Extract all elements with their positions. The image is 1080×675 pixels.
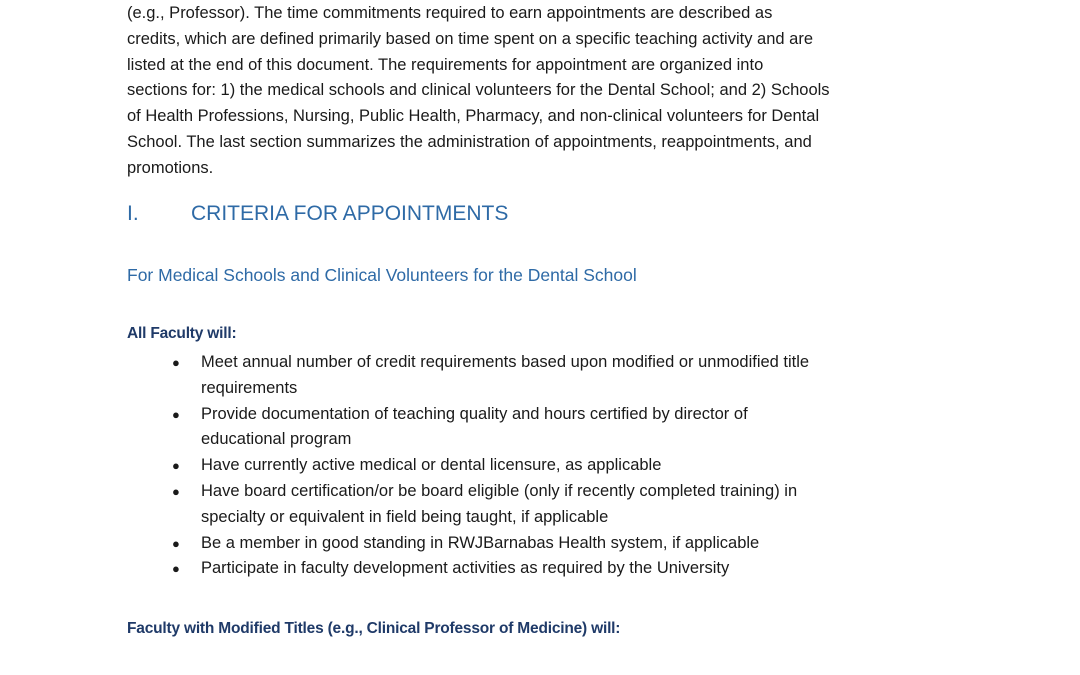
- intro-line: credits, which are defined primarily based on time spent on a specific teaching activity and are: [127, 29, 814, 48]
- list-item: [170, 402, 950, 454]
- section-number: I.: [127, 202, 139, 225]
- modified-titles-label: Faculty with Modified Titles (e.g., Clinical Professor of Medicine) will:: [127, 620, 621, 637]
- list-item-text: Meet annual number of credit requirements based upon modified or unmodified title: [201, 353, 810, 371]
- intro-line: (e.g., Professor). The time commitments required to earn appointments are described as: [127, 4, 773, 22]
- intro-line: of Health Professions, Nursing, Public Health, Pharmacy, and non-clinical volunteers for Dental: [127, 107, 820, 126]
- bullet-icon: ●: [172, 406, 180, 422]
- bullet-icon: ●: [172, 535, 180, 551]
- subsection-heading: For Medical Schools and Clinical Volunteers for the Dental School: [127, 265, 637, 285]
- list-item-text: Provide documentation of teaching quality and hours certified by director of: [201, 404, 748, 423]
- intro-line: sections for: 1) the medical schools and clinical volunteers for the Dental School; and 2) Schools: [127, 81, 830, 100]
- all-faculty-label: All Faculty will:: [127, 325, 237, 342]
- intro-paragraph: [127, 1, 957, 182]
- list-item: [170, 556, 950, 582]
- intro-line: listed at the end of this document. The requirements for appointment are organized into: [127, 55, 764, 74]
- bullet-icon: ●: [172, 355, 180, 370]
- list-item: [170, 453, 950, 479]
- list-item-text: Have currently active medical or dental licensure, as applicable: [201, 456, 662, 475]
- bullet-icon: ●: [172, 458, 180, 474]
- list-item-text: Participate in faculty development activities as required by the University: [201, 559, 730, 578]
- list-item-text: Be a member in good standing in RWJBarnabas Health system, if applicable: [201, 533, 760, 552]
- list-item: [170, 479, 950, 531]
- list-item-text: specialty or equivalent in field being taught, if applicable: [201, 507, 609, 526]
- bullet-icon: ●: [172, 483, 180, 499]
- section-heading: [127, 202, 508, 226]
- list-item-text: Have board certification/or be board eligible (only if recently completed training) in: [201, 481, 798, 500]
- list-item: [170, 350, 950, 402]
- list-item: [170, 531, 950, 557]
- list-item-text: educational program: [201, 430, 352, 449]
- intro-line: School. The last section summarizes the administration of appointments, reappointments, and: [127, 132, 812, 151]
- list-item-text: requirements: [201, 378, 298, 397]
- intro-line: promotions.: [127, 158, 214, 177]
- bullet-icon: ●: [172, 561, 180, 577]
- section-title: CRITERIA FOR APPOINTMENTS: [191, 202, 509, 225]
- all-faculty-bullet-list: [170, 350, 950, 582]
